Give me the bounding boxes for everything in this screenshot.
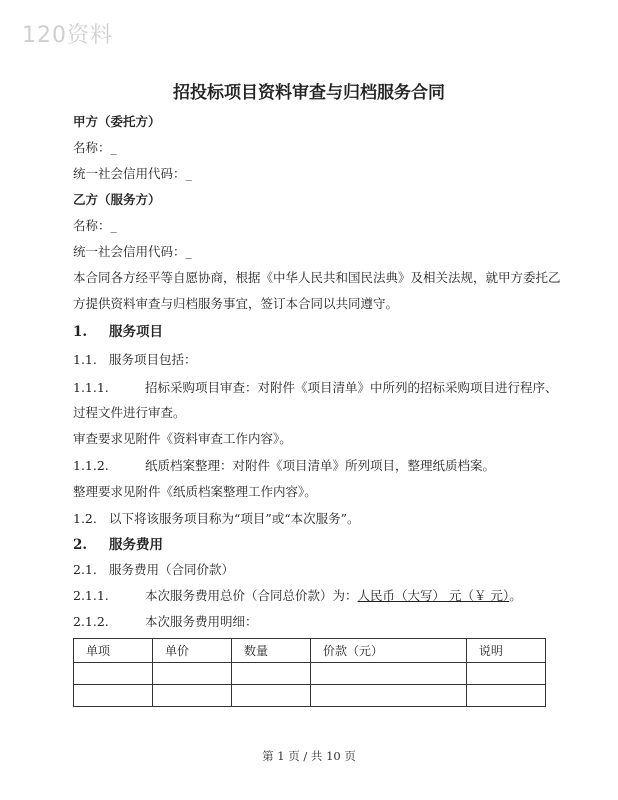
table-cell bbox=[153, 685, 232, 707]
section-number: 1. bbox=[73, 324, 88, 340]
clause-number: 1.1.2. bbox=[73, 458, 109, 473]
section-2-heading bbox=[73, 537, 163, 553]
clause-text: 本次服务费用总价（合同总价款）为： bbox=[145, 588, 358, 603]
clause-1-1-1-continuation: 过程文件进行审查。 bbox=[73, 405, 186, 420]
contract-total-value: 人民币（大写） 元（￥ 元） bbox=[357, 588, 510, 603]
column-header-unit-price: 单价 bbox=[153, 639, 232, 663]
clause-text: 以下将该服务项目称为“项目”或“本次服务”。 bbox=[109, 511, 360, 526]
party-b-name: 名称：_ bbox=[73, 218, 117, 233]
clause-1-1-1 bbox=[73, 380, 558, 396]
section-title: 服务费用 bbox=[109, 537, 163, 553]
fee-detail-table bbox=[73, 638, 546, 707]
clause-1-1-1-requirement: 审查要求见附件《资料审查工作内容》。 bbox=[73, 431, 292, 446]
clause-end: 。 bbox=[509, 588, 522, 603]
intro-line-2: 方提供资料审查与归档服务事宜，签订本合同以共同遵守。 bbox=[73, 296, 399, 311]
section-1-heading bbox=[73, 324, 163, 340]
column-header-remarks: 说明 bbox=[466, 639, 545, 663]
column-header-quantity: 数量 bbox=[232, 639, 311, 663]
clause-number: 1.1.1. bbox=[73, 380, 109, 395]
party-b-heading: 乙方（服务方） bbox=[73, 192, 161, 207]
party-a-heading: 甲方（委托方） bbox=[73, 114, 161, 129]
table-header-row bbox=[74, 639, 546, 663]
table-cell bbox=[311, 663, 467, 685]
clause-number: 1.2. bbox=[73, 511, 97, 526]
clause-2-1 bbox=[73, 562, 234, 578]
column-header-amount: 价款（元） bbox=[311, 639, 467, 663]
intro-line-1: 本合同各方经平等自愿协商，根据《中华人民共和国民法典》及相关法规，就甲方委托乙 bbox=[73, 270, 561, 285]
party-a-name: 名称：_ bbox=[73, 140, 117, 155]
clause-2-1-2 bbox=[73, 614, 258, 630]
watermark: 120资料 bbox=[22, 23, 113, 48]
table-cell bbox=[232, 663, 311, 685]
table-cell bbox=[466, 663, 545, 685]
clause-text: 招标采购项目审查：对附件《项目清单》中所列的招标采购项目进行程序、 bbox=[145, 380, 558, 395]
table-row bbox=[74, 685, 546, 707]
page-title: 招投标项目资料审查与归档服务合同 bbox=[173, 83, 445, 103]
column-header-item: 单项 bbox=[74, 639, 153, 663]
clause-number: 1.1. bbox=[73, 352, 97, 367]
clause-text: 服务费用（合同价款） bbox=[109, 562, 235, 577]
table-cell bbox=[74, 685, 153, 707]
clause-text: 服务项目包括： bbox=[109, 352, 197, 367]
clause-number: 2.1.2. bbox=[73, 614, 109, 629]
party-a-credit-code: 统一社会信用代码：_ bbox=[73, 166, 192, 181]
clause-number: 2.1.1. bbox=[73, 588, 109, 603]
clause-text: 本次服务费用明细： bbox=[145, 614, 258, 629]
section-number: 2. bbox=[73, 537, 88, 553]
clause-1-2 bbox=[73, 511, 360, 527]
clause-2-1-1 bbox=[73, 588, 522, 604]
clause-1-1-2 bbox=[73, 458, 495, 474]
page-footer: 第 1 页 / 共 10 页 bbox=[262, 749, 356, 763]
clause-1-1 bbox=[73, 352, 197, 368]
clause-number: 2.1. bbox=[73, 562, 97, 577]
party-b-credit-code: 统一社会信用代码：_ bbox=[73, 244, 192, 259]
clause-text: 纸质档案整理：对附件《项目清单》所列项目，整理纸质档案。 bbox=[145, 458, 496, 473]
table-cell bbox=[232, 685, 311, 707]
table-cell bbox=[311, 685, 467, 707]
clause-1-1-2-requirement: 整理要求见附件《纸质档案整理工作内容》。 bbox=[73, 484, 317, 499]
table-cell bbox=[74, 663, 153, 685]
section-title: 服务项目 bbox=[109, 324, 163, 340]
table-cell bbox=[466, 685, 545, 707]
table-cell bbox=[153, 663, 232, 685]
table-row bbox=[74, 663, 546, 685]
